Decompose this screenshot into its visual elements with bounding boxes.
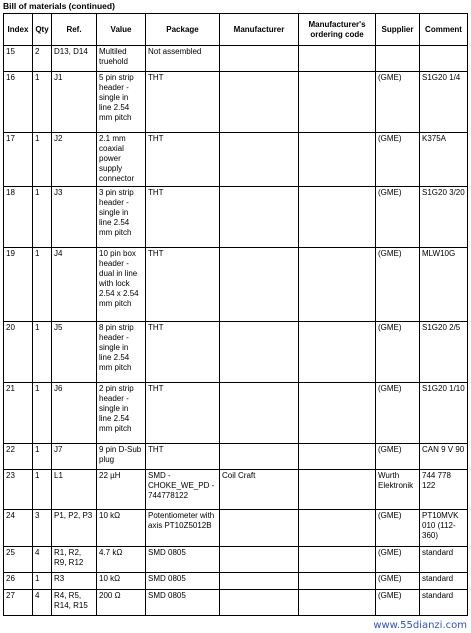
cell-manufacturer — [220, 573, 299, 590]
cell-index: 15 — [4, 46, 33, 72]
cell-qty: 4 — [33, 590, 52, 616]
cell-index: 16 — [4, 72, 33, 133]
cell-comment: standard — [420, 573, 468, 590]
cell-ref: J7 — [52, 444, 97, 470]
cell-value: 200 Ω — [97, 590, 146, 616]
cell-value: 9 pin D-Sub plug — [97, 444, 146, 470]
cell-qty: 1 — [33, 187, 52, 248]
cell-ordering-code — [299, 187, 376, 248]
header-qty: Qty — [33, 14, 52, 46]
cell-ordering-code — [299, 46, 376, 72]
cell-ref: J4 — [52, 248, 97, 322]
table-caption: Bill of materials (continued) — [3, 1, 115, 11]
cell-index: 27 — [4, 590, 33, 616]
cell-package: THT — [146, 322, 220, 383]
cell-manufacturer — [220, 383, 299, 444]
cell-comment: S1G20 2/5 — [420, 322, 468, 383]
cell-ref: J3 — [52, 187, 97, 248]
cell-package: SMD 0805 — [146, 547, 220, 573]
cell-qty: 1 — [33, 133, 52, 187]
table-row — [4, 573, 468, 590]
cell-index: 26 — [4, 573, 33, 590]
cell-qty: 3 — [33, 510, 52, 547]
cell-supplier: Wurth Elektronik — [376, 470, 420, 510]
cell-value: 5 pin strip header - single in line 2.54 mm pitch — [97, 72, 146, 133]
cell-ordering-code — [299, 248, 376, 322]
table-row — [4, 248, 468, 322]
cell-manufacturer — [220, 46, 299, 72]
cell-qty: 1 — [33, 383, 52, 444]
cell-ref: D13, D14 — [52, 46, 97, 72]
cell-index: 19 — [4, 248, 33, 322]
cell-supplier: (GME) — [376, 444, 420, 470]
table-row — [4, 133, 468, 187]
cell-ref: R3 — [52, 573, 97, 590]
cell-qty: 1 — [33, 470, 52, 510]
cell-package: Not assembled — [146, 46, 220, 72]
cell-comment: PT10MVK 010 (112-360) — [420, 510, 468, 547]
table-row — [4, 383, 468, 444]
cell-index: 23 — [4, 470, 33, 510]
cell-comment: S1G20 3/20 — [420, 187, 468, 248]
cell-value: 22 µH — [97, 470, 146, 510]
cell-qty: 4 — [33, 547, 52, 573]
cell-ordering-code — [299, 72, 376, 133]
cell-manufacturer — [220, 590, 299, 616]
header-ref: Ref. — [52, 14, 97, 46]
cell-value: 10 kΩ — [97, 573, 146, 590]
cell-supplier — [376, 46, 420, 72]
cell-package: THT — [146, 383, 220, 444]
table-row — [4, 72, 468, 133]
cell-package: THT — [146, 133, 220, 187]
cell-package: SMD - CHOKE_WE_PD - 744778122 — [146, 470, 220, 510]
cell-ordering-code — [299, 573, 376, 590]
cell-supplier: (GME) — [376, 187, 420, 248]
cell-package: SMD 0805 — [146, 573, 220, 590]
cell-manufacturer — [220, 322, 299, 383]
cell-value: 8 pin strip header - single in line 2.54 mm pitch — [97, 322, 146, 383]
cell-qty: 1 — [33, 322, 52, 383]
cell-index: 20 — [4, 322, 33, 383]
cell-comment: MLW10G — [420, 248, 468, 322]
cell-package: Potentiometer with axis PT10Z5012B — [146, 510, 220, 547]
cell-supplier: (GME) — [376, 547, 420, 573]
cell-ref: L1 — [52, 470, 97, 510]
cell-supplier: (GME) — [376, 322, 420, 383]
header-index: Index — [4, 14, 33, 46]
table-row — [4, 322, 468, 383]
cell-ordering-code — [299, 444, 376, 470]
cell-value: 10 pin box header - dual in line with lock 2.54 x 2.54 mm pitch — [97, 248, 146, 322]
cell-index: 25 — [4, 547, 33, 573]
cell-ordering-code — [299, 547, 376, 573]
cell-qty: 1 — [33, 573, 52, 590]
cell-manufacturer — [220, 248, 299, 322]
cell-value: 2.1 mm coaxial power supply connector — [97, 133, 146, 187]
header-manufacturer: Manufacturer — [220, 14, 299, 46]
cell-package: THT — [146, 72, 220, 133]
cell-supplier: (GME) — [376, 248, 420, 322]
table-row — [4, 187, 468, 248]
cell-index: 18 — [4, 187, 33, 248]
cell-qty: 1 — [33, 248, 52, 322]
cell-value: Multiled truehold — [97, 46, 146, 72]
cell-package: THT — [146, 248, 220, 322]
cell-supplier: (GME) — [376, 590, 420, 616]
watermark: www.55dianzi.com — [373, 620, 467, 631]
cell-manufacturer — [220, 547, 299, 573]
cell-ref: R4, R5, R14, R15 — [52, 590, 97, 616]
cell-ordering-code — [299, 470, 376, 510]
cell-supplier: (GME) — [376, 72, 420, 133]
cell-comment: CAN 9 V 90 — [420, 444, 468, 470]
cell-comment: 744 778 122 — [420, 470, 468, 510]
cell-ordering-code — [299, 133, 376, 187]
cell-ref: J2 — [52, 133, 97, 187]
cell-supplier: (GME) — [376, 133, 420, 187]
cell-value: 4.7 kΩ — [97, 547, 146, 573]
header-value: Value — [97, 14, 146, 46]
cell-ref: P1, P2, P3 — [52, 510, 97, 547]
cell-index: 24 — [4, 510, 33, 547]
cell-manufacturer — [220, 72, 299, 133]
cell-value: 10 kΩ — [97, 510, 146, 547]
cell-comment: S1G20 1/10 — [420, 383, 468, 444]
table-row — [4, 510, 468, 547]
table-row — [4, 470, 468, 510]
header-supplier: Supplier — [376, 14, 420, 46]
cell-qty: 1 — [33, 72, 52, 133]
table-row — [4, 590, 468, 616]
cell-supplier: (GME) — [376, 510, 420, 547]
cell-supplier: (GME) — [376, 383, 420, 444]
cell-value: 3 pin strip header - single in line 2.54 mm pitch — [97, 187, 146, 248]
header-ordering-code: Manufacturer's ordering code — [299, 14, 376, 46]
cell-ref: J1 — [52, 72, 97, 133]
cell-ordering-code — [299, 322, 376, 383]
table-row — [4, 46, 468, 72]
cell-manufacturer: Coil Craft — [220, 470, 299, 510]
cell-comment: S1G20 1/4 — [420, 72, 468, 133]
cell-comment: standard — [420, 547, 468, 573]
table-row — [4, 547, 468, 573]
cell-ordering-code — [299, 510, 376, 547]
cell-comment — [420, 46, 468, 72]
cell-ordering-code — [299, 383, 376, 444]
cell-qty: 2 — [33, 46, 52, 72]
cell-value: 2 pin strip header - single in line 2.54 mm pitch — [97, 383, 146, 444]
bill-of-materials-table — [3, 13, 468, 616]
cell-ref: R1, R2, R9, R12 — [52, 547, 97, 573]
cell-manufacturer — [220, 187, 299, 248]
cell-ordering-code — [299, 590, 376, 616]
header-package: Package — [146, 14, 220, 46]
cell-index: 21 — [4, 383, 33, 444]
cell-ref: J5 — [52, 322, 97, 383]
cell-manufacturer — [220, 133, 299, 187]
cell-package: SMD 0805 — [146, 590, 220, 616]
cell-ref: J6 — [52, 383, 97, 444]
cell-index: 17 — [4, 133, 33, 187]
cell-supplier: (GME) — [376, 573, 420, 590]
header-comment: Comment — [420, 14, 468, 46]
cell-index: 22 — [4, 444, 33, 470]
table-row — [4, 444, 468, 470]
cell-package: THT — [146, 187, 220, 248]
cell-manufacturer — [220, 510, 299, 547]
cell-comment: standard — [420, 590, 468, 616]
cell-manufacturer — [220, 444, 299, 470]
cell-qty: 1 — [33, 444, 52, 470]
table-header-row — [4, 14, 468, 46]
cell-comment: K375A — [420, 133, 468, 187]
cell-package: THT — [146, 444, 220, 470]
